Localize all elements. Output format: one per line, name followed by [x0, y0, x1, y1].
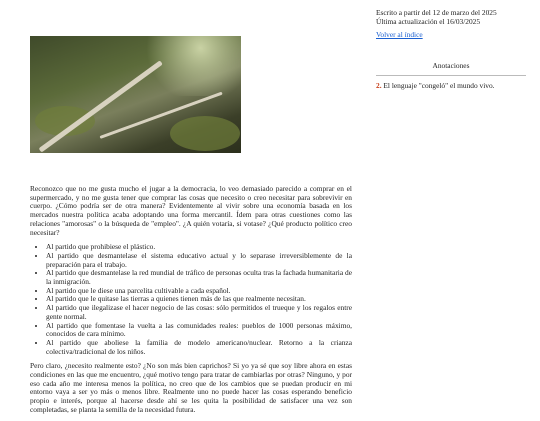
list-item: • Al partido que prohibiese el plástico.: [46, 243, 352, 252]
wish-list: [30, 243, 352, 356]
note-text: El lenguaje "congeló" el mundo vivo.: [383, 80, 495, 90]
intro-paragraph: Reconozco que no me gusta mucho el jugar a la democracia, lo veo demasiado parecido a comprar en el supermercado, y no me gusta tener que comprar las cosas que necesito o creo necesitar para sobrevivir en cuerpo. ¿Cómo podría ser de otra manera? Evidentemente al vivir sobre una economía basada en los mercados nuestra política acaba adoptando una forma mercantil. Ídem para otras cuestiones como las relaciones "amorosas" o la búsqueda de "empleo". ¿A quién votaría, si votase? ¿Qué producto político creo necesitar?: [30, 184, 352, 237]
note-item: [376, 82, 526, 91]
list-item: • Al partido que fomentase la vuelta a las comunidades reales: pueblos de 1000 personas máximo, conocidos de cara mínimo.: [46, 322, 352, 339]
sidebar: [376, 9, 526, 91]
updated-date: Última actualización el 16/03/2025: [376, 16, 481, 26]
written-date: Escrito a partir del 12 de marzo del 2025: [376, 8, 497, 17]
post-meta: [376, 9, 526, 26]
photo-moss: [170, 116, 240, 151]
note-number: 2.: [376, 80, 382, 90]
list-item: • Al partido que le quitase las tierras a quienes tienen más de las que realmente necesitan.: [46, 295, 352, 304]
list-item: • Al partido que ilegalizase el hacer negocio de las cosas: sólo permitidos el trueque y los regalos entre gente normal.: [46, 304, 352, 321]
list-item: • Al partido que desmantelase el sistema educativo actual y lo separase irreversiblemente de la preparación para el trabajo.: [46, 252, 352, 269]
notes-heading: Anotaciones: [376, 62, 526, 76]
forest-photo: [30, 36, 241, 153]
back-to-index-link[interactable]: Volver al índice: [376, 30, 423, 40]
list-item: • Al partido que aboliese la familia de modelo americano/nuclear. Retorno a la crianza colectiva/tradicional de los niños.: [46, 339, 352, 356]
article-body: [30, 185, 352, 421]
list-item: • Al partido que le diese una parcelita cultivable a cada español.: [46, 287, 352, 296]
closing-paragraph: Pero claro, ¿necesito realmente esto? ¿No son más bien caprichos? Si yo ya sé que soy libre ahora en estas condiciones en las que me encuentro, ¿qué motivo tengo para tratar de cambiarlas por otras? Ninguno, y por eso cada año me interesa menos la política, no creo que de los cambios que se puedan producir en mi entorno vaya a ser yo más o menos libre. Realmente uno no puede hacer las cosas esperando beneficio propio e interés, porque al hacerse desde ahí se les quita la posibilidad de satisfacer una vez son completadas, se planta la semilla de la necesidad futura.: [30, 361, 352, 414]
list-item: • Al partido que desmantelase la red mundial de tráfico de personas oculta tras la fachada humanitaria de la inmigración.: [46, 269, 352, 286]
